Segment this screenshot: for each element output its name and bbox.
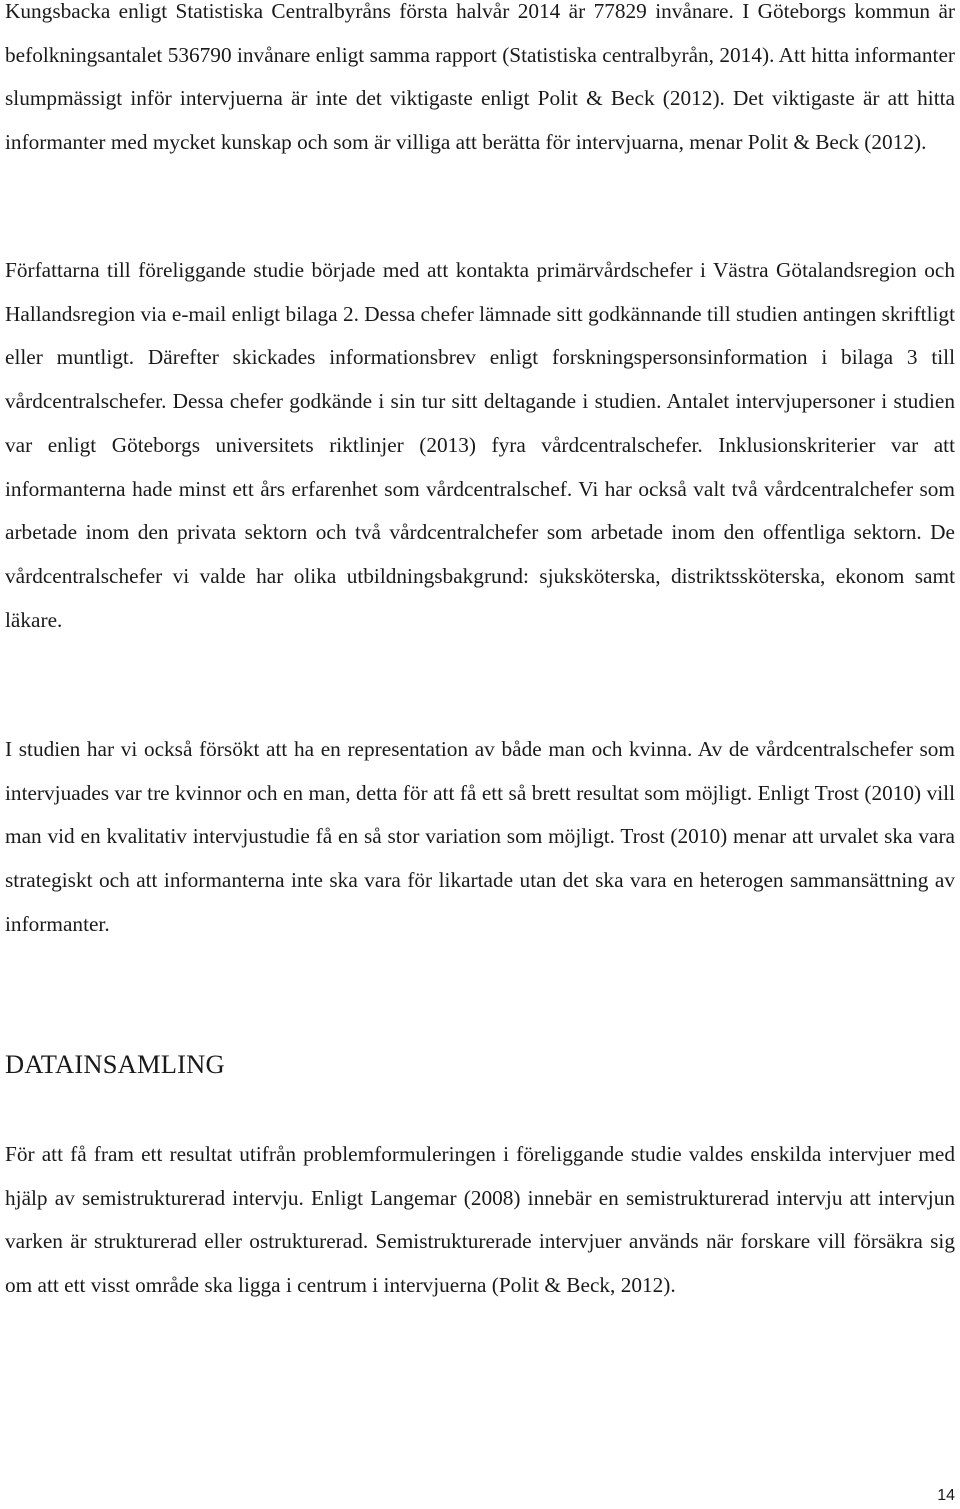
paragraph-representation: I studien har vi också försökt att ha en representation av både man och kvinna. Av de vårdcentralschefer som intervjuades var tre kvinnor och en man, detta för att få ett så brett resultat som möjligt. Enligt Trost (2010) vill man vid en kvalitativ intervjustudie få en så stor variation som möjligt. Trost (2010) menar att urvalet ska vara strategiskt och att informanterna inte ska vara för likartade utan det ska vara en heterogen sammansättning av informanter. (5, 737, 955, 936)
section-heading: DATAINSAMLING (5, 1049, 225, 1079)
page-number: 14 (937, 1487, 955, 1504)
paragraph-population: Kungsbacka enligt Statistiska Centralbyråns första halvår 2014 är 77829 invånare. I Göteborgs kommun är befolkningsantalet 536790 invånare enligt samma rapport (Statistiska centralbyrån, 2014). Att hitta informanter slumpmässigt inför intervjuerna är inte det viktigaste enligt Polit & Beck (2012). Det viktigaste är att hitta informanter med mycket kunskap och som är villiga att berätta för intervjuarna, menar Polit & Beck (2012). (5, 0, 955, 155)
paragraph-recruitment: Författarna till föreliggande studie började med att kontakta primärvårdschefer i Västra Götalandsregion och Hallandsregion via e-mail enligt bilaga 2. Dessa chefer lämnade sitt godkännande till studien antingen skriftligt eller muntligt. Därefter skickades informationsbrev enligt forskningspersonsinformation i bilaga 3 till vårdcentralschefer. Dessa chefer godkände i sin tur sitt deltagande i studien. Antalet intervjupersoner i studien var enligt Göteborgs universitets riktlinjer (2013) fyra vårdcentralschefer. Inklusionskriterier var att informanterna hade minst ett års erfarenhet som vårdcentralschef. Vi har också valt två vårdcentralchefer som arbetade inom den privata sektorn och två vårdcentralchefer som arbetade inom den offentliga sektorn. De vårdcentralschefer vi valde har olika utbildningsbakgrund: sjuksköterska, distriktssköterska, ekonom samt läkare. (5, 258, 955, 632)
paragraph-data-collection: För att få fram ett resultat utifrån problemformuleringen i föreliggande studie valdes enskilda intervjuer med hjälp av semistrukturerad intervju. Enligt Langemar (2008) innebär en semistrukturerad intervju att intervjun varken är strukturerad eller ostrukturerad. Semistrukturerade intervjuer används när forskare vill försäkra sig om att ett visst område ska ligga i centrum i intervjuerna (Polit & Beck, 2012). (5, 1142, 955, 1298)
